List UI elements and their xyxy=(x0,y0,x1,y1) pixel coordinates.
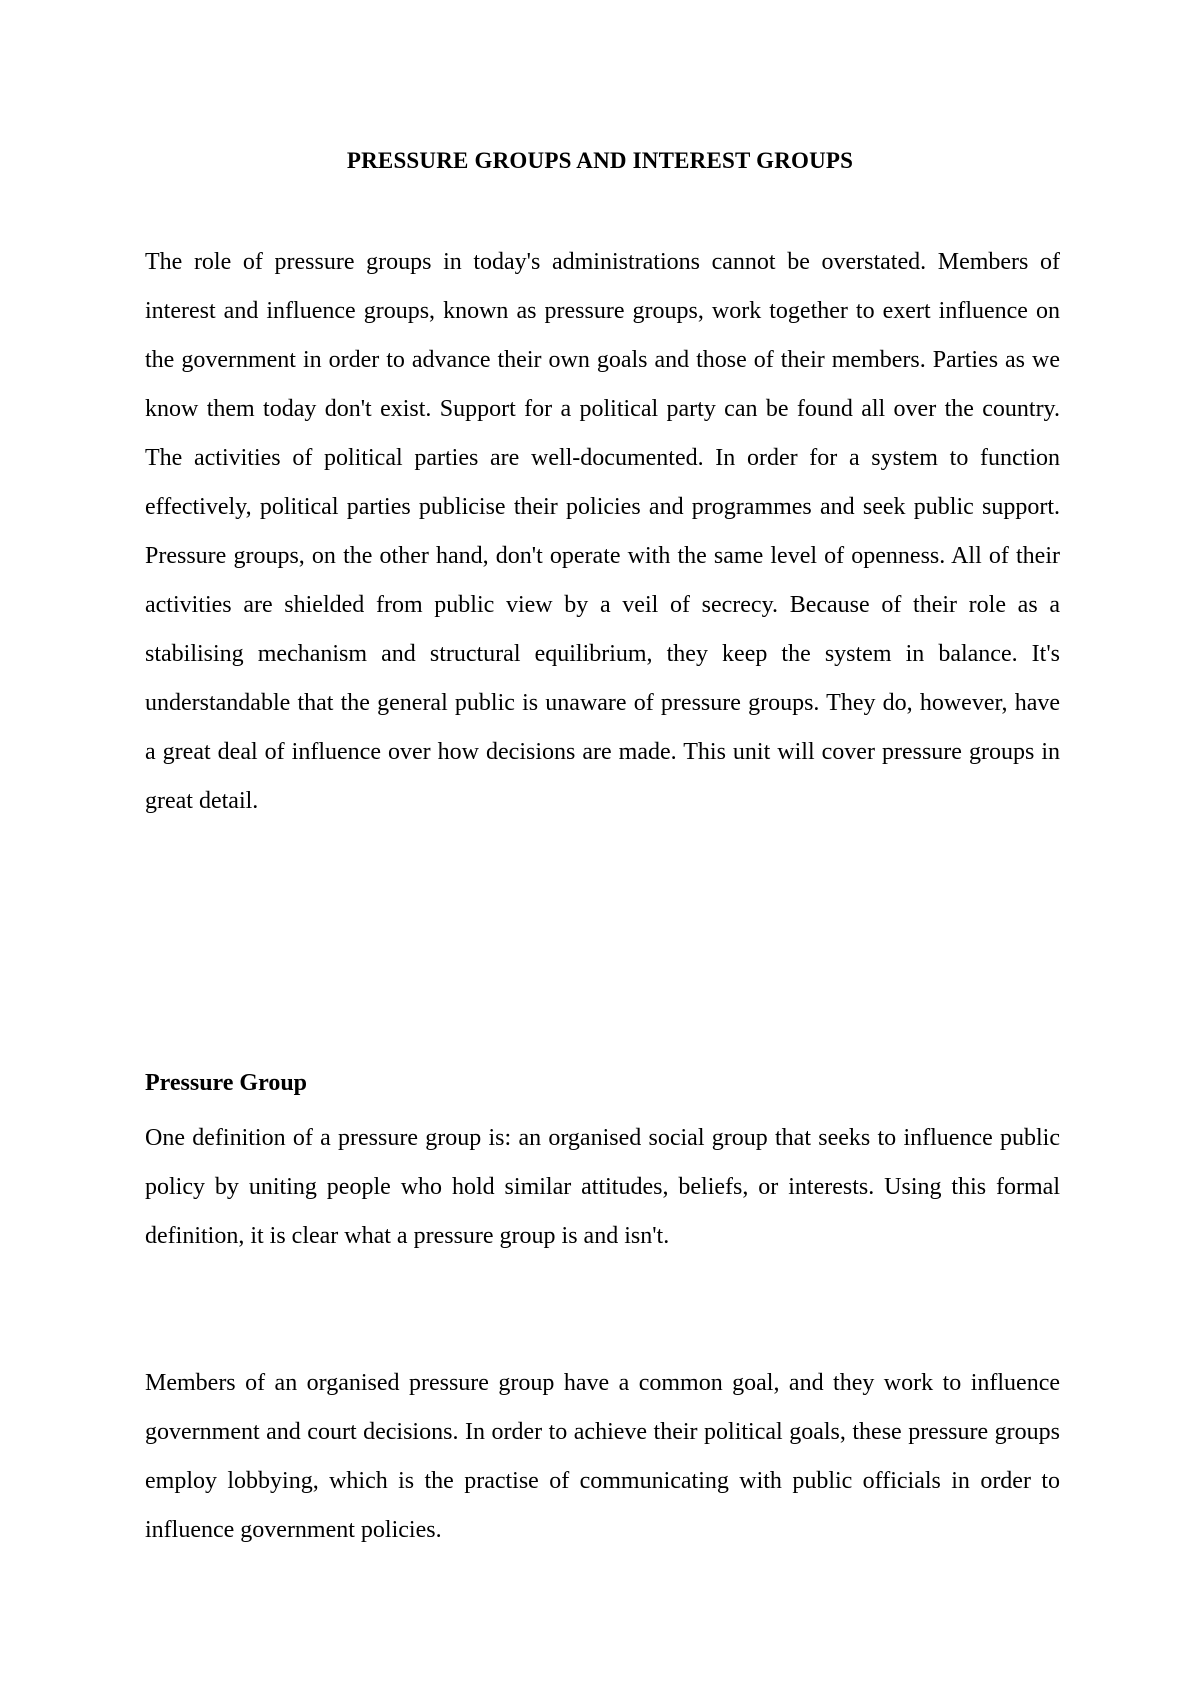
definition-paragraph: One definition of a pressure group is: an organised social group that seeks to influence public policy by uniting people who hold similar attitudes, beliefs, or interests. Using this formal definition, it is clear what a pressure group is and isn't. xyxy=(145,1125,1060,1249)
section-heading: Pressure Group xyxy=(145,1070,308,1096)
lobbying-paragraph: Members of an organised pressure group have a common goal, and they work to influence government and court decisions. In order to achieve their political goals, these pressure groups employ lobbying, which is the practise of communicating with public officials in order to influence government policies. xyxy=(145,1370,1060,1543)
document-title: PRESSURE GROUPS AND INTEREST GROUPS xyxy=(346,148,854,173)
intro-paragraph: The role of pressure groups in today's administrations cannot be overstated. Members of interest and influence groups, known as pressure groups, work together to exert influence on the government in order to advance their own goals and those of their members. Parties as we know them today don't exist. Support for a political party can be found all over the country. The activities of political parties are well-documented. In order for a system to function effectively, political parties publicise their policies and programmes and seek public support. Pressure groups, on the other hand, don't operate with the same level of openness. All of their activities are shielded from public view by a veil of secrecy. Because of their role as a stabilising mechanism and structural equilibrium, they keep the system in balance. It's understandable that the general public is unaware of pressure groups. They do, however, have a great deal of influence over how decisions are made. This unit will cover pressure groups in great detail. xyxy=(145,249,1060,814)
